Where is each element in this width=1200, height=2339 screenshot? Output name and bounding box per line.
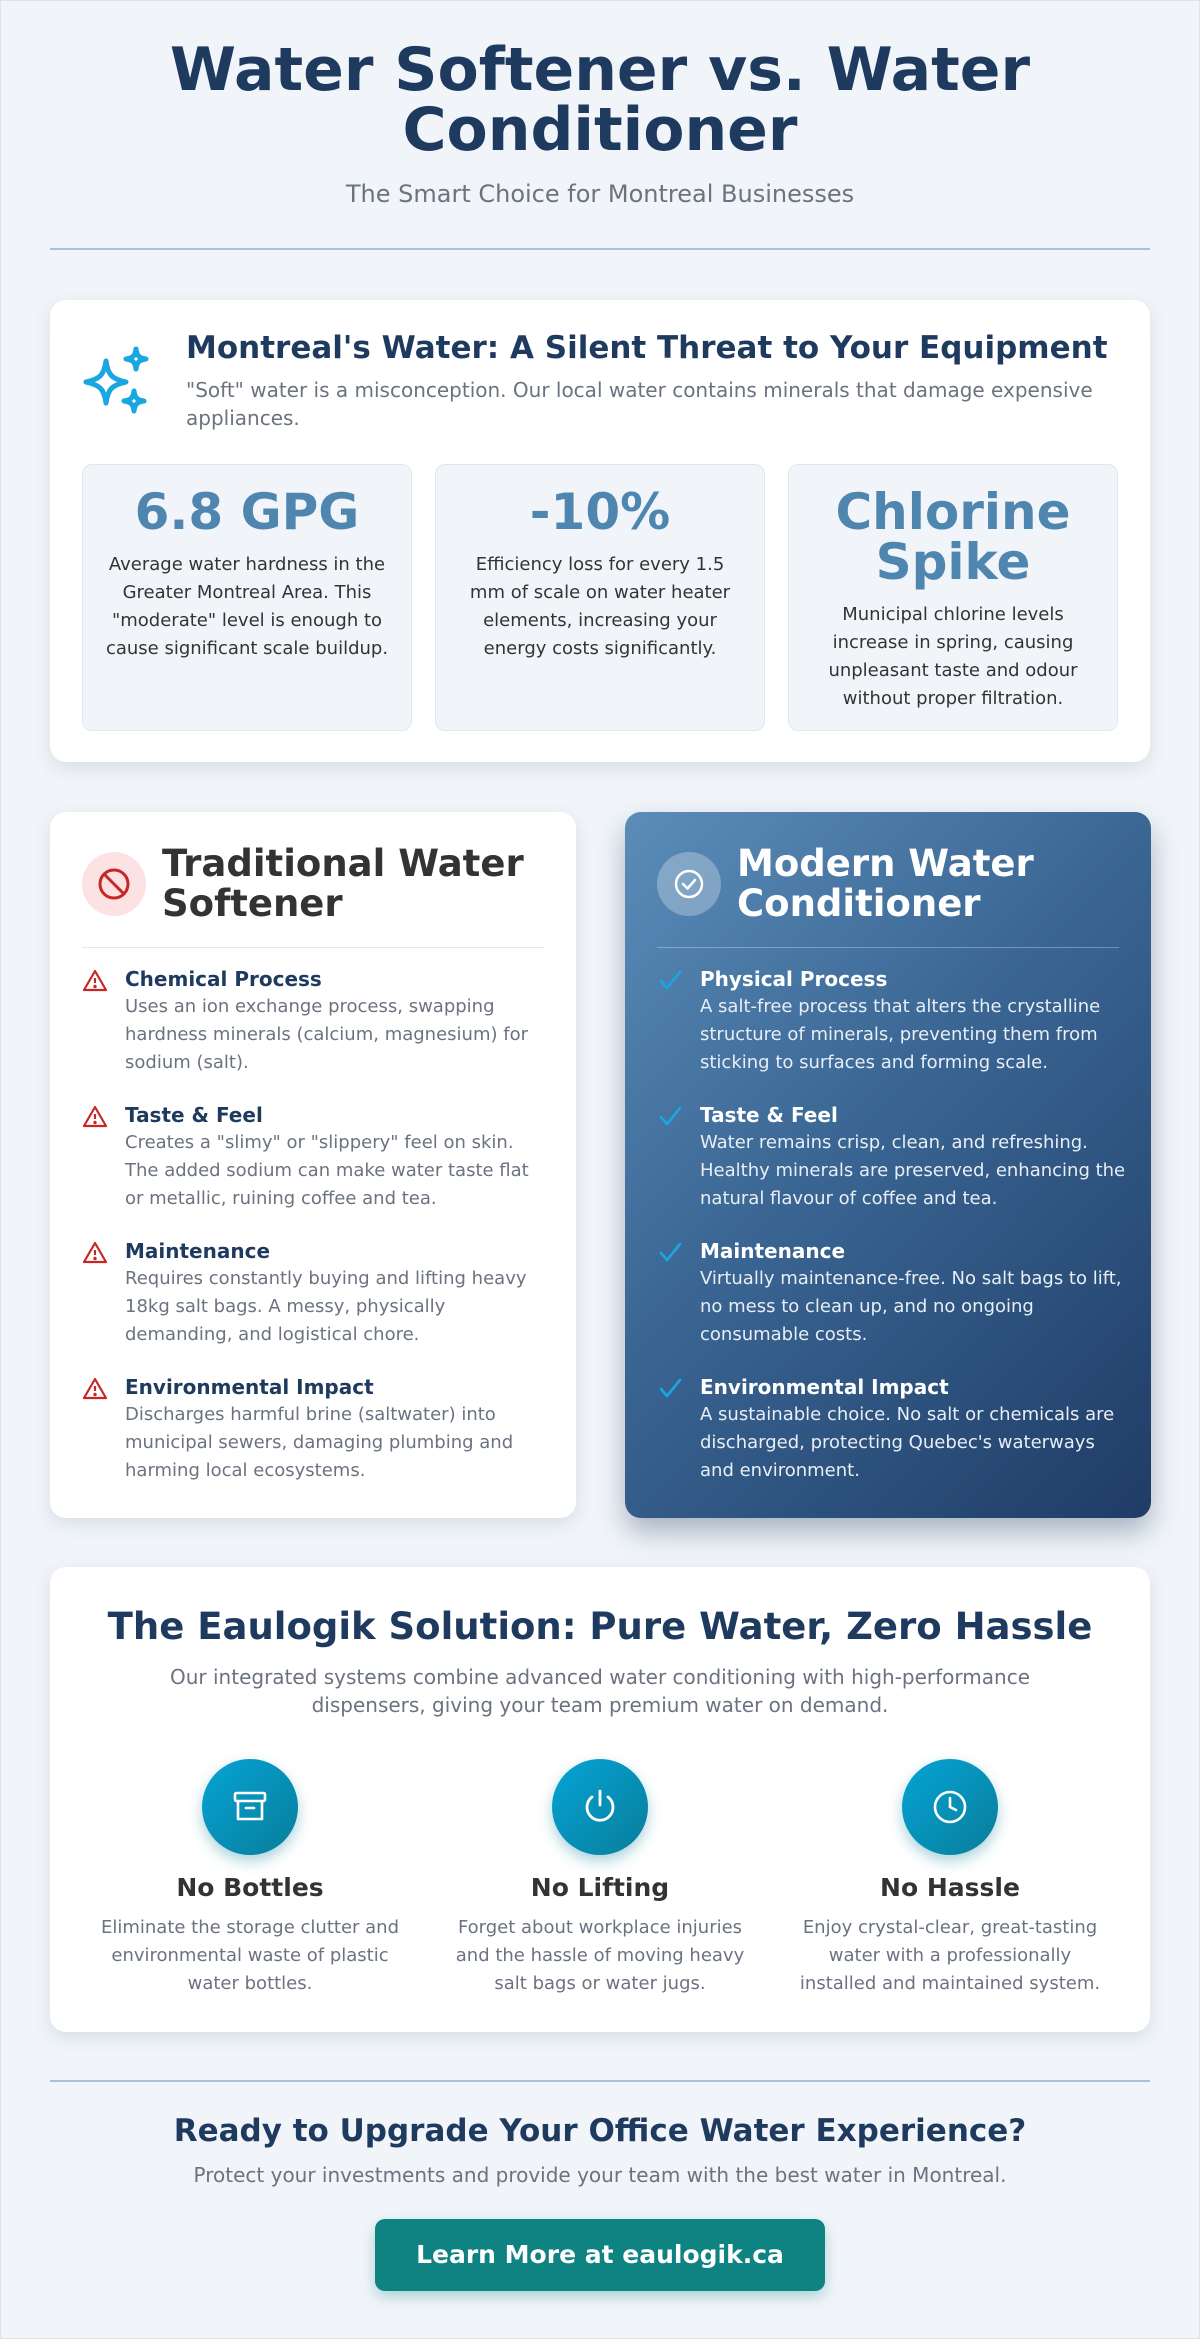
- checkmark-icon: [657, 1104, 683, 1130]
- archive-box-icon: [202, 1759, 298, 1855]
- clock-icon: [902, 1759, 998, 1855]
- traditional-feature: [82, 966, 552, 1077]
- benefit-title: No Lifting: [530, 1873, 670, 1902]
- stat-value: Chlorine Spike: [835, 483, 1071, 591]
- stat-value: 6.8 GPG: [134, 483, 360, 541]
- stat-card-efficiency: [435, 464, 765, 731]
- feature-text: Creates a "slimy" or "slippery" feel on skin. The added sodium can make water taste flat or metallic, ruining coffee and tea.: [125, 1132, 529, 1209]
- warning-icon: [82, 1240, 108, 1266]
- feature-text: Uses an ion exchange process, swapping hardness minerals (calcium, magnesium) for sodium (salt).: [125, 996, 528, 1073]
- feature-title: Environmental Impact: [700, 1375, 949, 1399]
- warning-icon: [82, 1104, 108, 1130]
- feature-title: Maintenance: [125, 1239, 271, 1263]
- feature-text: A salt-free process that alters the crystalline structure of minerals, preventing them from sticking to surfaces and forming scale.: [700, 996, 1101, 1073]
- modern-title: Modern Water Conditioner: [737, 842, 1034, 925]
- power-icon: [552, 1759, 648, 1855]
- prohibited-icon: [82, 852, 146, 916]
- solution-description: Our integrated systems combine advanced water conditioning with high-performance dispensers, giving your team premium water on demand.: [170, 1665, 1030, 1717]
- stat-text: Municipal chlorine levels increase in spring, causing unpleasant taste and odour without proper filtration.: [828, 604, 1078, 709]
- stat-text: Efficiency loss for every 1.5 mm of scale on water heater elements, increasing your energy costs significantly.: [469, 554, 731, 659]
- solution-card: [50, 1567, 1150, 2032]
- feature-text: Discharges harmful brine (saltwater) into municipal sewers, damaging plumbing and harming local ecosystems.: [125, 1404, 514, 1481]
- feature-title: Physical Process: [700, 967, 888, 991]
- modern-feature: [657, 1374, 1127, 1485]
- warning-icon: [82, 1376, 108, 1402]
- stat-value: -10%: [529, 483, 671, 541]
- feature-title: Taste & Feel: [125, 1103, 263, 1127]
- threat-card: [50, 300, 1150, 762]
- feature-text: A sustainable choice. No salt or chemicals are discharged, protecting Quebec's waterways and environment.: [700, 1404, 1115, 1481]
- feature-title: Taste & Feel: [700, 1103, 838, 1127]
- cta-section: [50, 2113, 1150, 2187]
- page-title: Water Softener vs. Water Conditioner: [169, 35, 1031, 165]
- feature-title: Environmental Impact: [125, 1375, 374, 1399]
- threat-description: "Soft" water is a misconception. Our local water contains minerals that damage expensive appliances.: [186, 378, 1093, 430]
- traditional-title: Traditional Water Softener: [162, 842, 524, 925]
- cta-subtitle: Protect your investments and provide your team with the best water in Montreal.: [193, 2163, 1007, 2187]
- modern-divider: [657, 947, 1119, 948]
- modern-feature: [657, 1102, 1127, 1213]
- feature-text: Virtually maintenance-free. No salt bags to lift, no mess to clean up, and no ongoing consumable costs.: [700, 1268, 1122, 1345]
- cta-title: Ready to Upgrade Your Office Water Experience?: [173, 2113, 1027, 2149]
- traditional-feature: [82, 1374, 552, 1485]
- traditional-feature: [82, 1102, 552, 1213]
- modern-feature: [657, 966, 1127, 1077]
- traditional-divider: [82, 947, 544, 948]
- feature-text: Water remains crisp, clean, and refreshing. Healthy minerals are preserved, enhancing the natural flavour of coffee and tea.: [700, 1132, 1126, 1209]
- stat-card-hardness: [82, 464, 412, 731]
- sparkles-icon: [80, 345, 156, 421]
- benefit-no-hassle: [790, 1759, 1110, 1998]
- learn-more-button[interactable]: Learn More at eaulogik.ca: [375, 2219, 825, 2291]
- feature-title: Chemical Process: [125, 967, 322, 991]
- feature-title: Maintenance: [700, 1239, 846, 1263]
- feature-text: Requires constantly buying and lifting heavy 18kg salt bags. A messy, physically demanding, and logistical chore.: [125, 1268, 527, 1345]
- header-divider: [50, 248, 1150, 250]
- cta-divider: [50, 2080, 1150, 2082]
- benefit-text: Forget about workplace injuries and the hassle of moving heavy salt bags or water jugs.: [455, 1917, 745, 1994]
- benefit-title: No Hassle: [880, 1873, 1020, 1902]
- stat-text: Average water hardness in the Greater Montreal Area. This "moderate" level is enough to cause significant scale buildup.: [105, 554, 389, 659]
- benefit-no-lifting: [440, 1759, 760, 1998]
- page-subtitle: The Smart Choice for Montreal Businesses: [345, 180, 855, 208]
- traditional-feature: [82, 1238, 552, 1349]
- checkmark-icon: [657, 1376, 683, 1402]
- benefit-title: No Bottles: [176, 1873, 324, 1902]
- benefit-no-bottles: [90, 1759, 410, 1998]
- traditional-softener-card: [50, 812, 576, 1518]
- threat-title: Montreal's Water: A Silent Threat to Your Equipment: [186, 330, 1108, 366]
- checkmark-icon: [657, 968, 683, 994]
- check-circle-icon: [657, 852, 721, 916]
- page-header: [50, 35, 1150, 208]
- benefit-text: Eliminate the storage clutter and environmental waste of plastic water bottles.: [100, 1917, 400, 1994]
- solution-title: The Eaulogik Solution: Pure Water, Zero Hassle: [107, 1605, 1093, 1648]
- modern-feature: [657, 1238, 1127, 1349]
- warning-icon: [82, 968, 108, 994]
- modern-conditioner-card: [625, 812, 1151, 1518]
- stat-card-chlorine: [788, 464, 1118, 731]
- benefit-text: Enjoy crystal-clear, great-tasting water with a professionally installed and maintained system.: [799, 1917, 1101, 1994]
- checkmark-icon: [657, 1240, 683, 1266]
